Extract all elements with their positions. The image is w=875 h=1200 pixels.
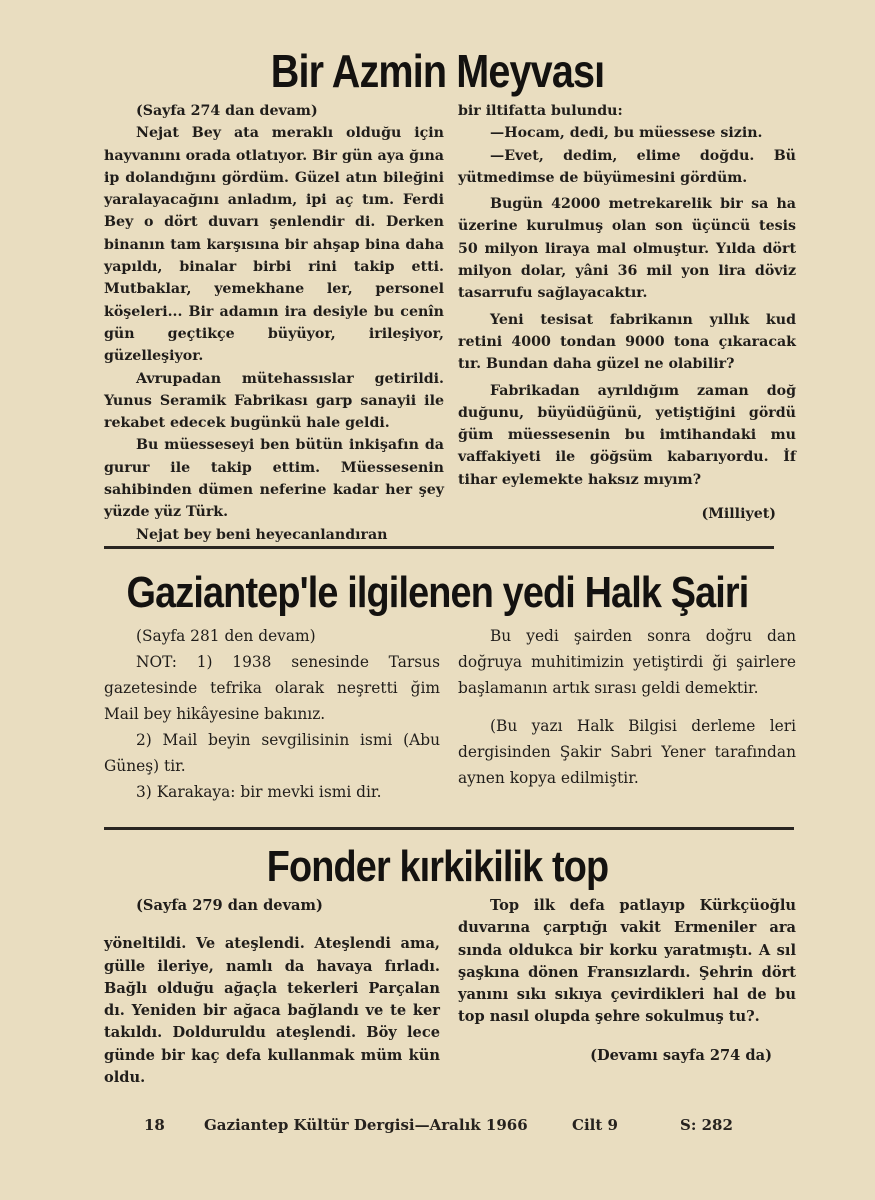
page-number: 18 <box>144 1116 165 1134</box>
article-2-right-column <box>458 623 796 791</box>
paragraph: 3) Karakaya: bir mevki ismi dir. <box>136 783 382 801</box>
issue-number: S: 282 <box>680 1116 733 1134</box>
paragraph: Avrupadan mütehassıslar getirildi. Yunus Seramik Fabrikası garp sanayii ile rekabet edecek bugünkü hale geldi. <box>104 370 444 432</box>
article-1-left-column <box>104 100 444 546</box>
paragraph: NOT: 1) 1938 senesinde Tarsus gazetesinde tefrika olarak neşretti ğim Mail bey hikâyesine bakınız. <box>104 653 440 723</box>
paragraph: —Hocam, dedi, bu müessese sizin. <box>490 125 763 142</box>
paragraph: Nejat bey beni heyecanlandıran <box>136 526 388 543</box>
section-divider-1 <box>104 546 774 549</box>
paragraph: (Milliyet) <box>701 506 776 523</box>
paragraph: (Devamı sayfa 274 da) <box>590 1046 772 1064</box>
paragraph: Yeni tesisat fabrikanın yıllık kud retini 4000 tondan 9000 tona çıkaracak tır. Bundan daha güzel ne olabilir? <box>458 311 796 373</box>
paragraph: Top ilk defa patlayıp Kürkçüoğlu duvarına çarptığı vakit Ermeniler ara sında oldukca bir korku yaratmıştı. A sıl şaşkına dönen Fransızlardı. Şehrin dört yanını sıkı sıkıya çevirdikleri hal de bu top nasıl olupda şehre sokulmuş tu?. <box>458 897 796 1026</box>
journal-title: Gaziantep Kültür Dergisi—Aralık 1966 <box>204 1116 528 1134</box>
paragraph: 2) Mail beyin sevgilisinin ismi (Abu Güneş) tir. <box>104 731 440 775</box>
paragraph: —Evet, dedim, elime doğdu. Bü yütmedimse de büyümesini gördüm. <box>458 147 796 186</box>
article-3-right-column <box>458 895 796 1067</box>
paragraph: Bu yedi şairden sonra doğru dan doğruya muhitimizin yetiştirdi ği şairlere başlamanın artık sırası geldi demektir. <box>458 627 796 697</box>
article-2-left-column <box>104 623 440 805</box>
paragraph: Fabrikadan ayrıldığım zaman doğ duğunu, büyüdüğünü, yetiştiğini gördü ğüm müessesenin bu imtihandaki mu vaffakiyeti ile göğsüm kabarıyordu. İf tihar eylemekte haksız mıyım? <box>458 382 796 488</box>
article-3-left-column <box>104 895 440 1089</box>
section-divider-2 <box>104 827 794 830</box>
paragraph: Bu müesseseyi ben bütün inkişafın da gurur ile takip ettim. Müessesenin sahibinden dümen neferine kadar her şey yüzde yüz Türk. <box>104 437 444 521</box>
paragraph: (Sayfa 281 den devam) <box>136 627 316 645</box>
article-1-right-column <box>458 100 796 525</box>
paragraph: (Bu yazı Halk Bilgisi derleme leri dergisinden Şakir Sabri Yener tarafından aynen kopya edilmiştir. <box>458 717 796 787</box>
paragraph: Nejat Bey ata meraklı olduğu için hayvanını orada otlatıyor. Bir gün aya ğına ip dolandığını gördüm. Güzel atın bileğini yaralayacağını anladım, ipi aç tım. Ferdi Bey o dört duvarı şenlendir di. Derken binanın tam karşısına bir ahşap bina daha yapıldı, binalar birbi rini takip etti. Mutbaklar, yemekhane ler, personel köşeleri... Bir adamın ira desiyle bu cenîn gün geçtikçe büyüyor, irileşiyor, güzelleşiyor. <box>104 125 444 365</box>
volume-number: Cilt 9 <box>572 1116 618 1134</box>
paragraph: Bugün 42000 metrekarelik bir sa ha üzerine kurulmuş olan son üçüncü tesis 50 milyon liraya mal olmuştur. Yılda dört milyon dolar, yâni 36 mil yon lira döviz tasarrufu sağlayacaktır. <box>458 196 796 302</box>
paragraph: (Sayfa 274 dan devam) <box>136 103 318 119</box>
article-2-headline: Gaziantep'le ilgilenen yedi Halk Şairi <box>126 568 749 617</box>
article-1-headline: Bir Azmin Meyvası <box>270 45 605 97</box>
paragraph: yöneltildi. Ve ateşlendi. Ateşlendi ama, gülle ileriye, namlı da havaya fırladı. Bağlı olduğu ağaçla tekerleri Parçalan dı. Yeniden bir ağaca bağlandı ve te ker takıldı. Dolduruldu ateşlendi. Böy lece günde bir kaç defa kullanmak müm kün oldu. <box>104 935 440 1087</box>
article-3-headline: Fonder kırkikilik top <box>266 842 609 891</box>
paragraph: bir iltifatta bulundu: <box>458 103 623 119</box>
paragraph: (Sayfa 279 dan devam) <box>136 897 323 914</box>
